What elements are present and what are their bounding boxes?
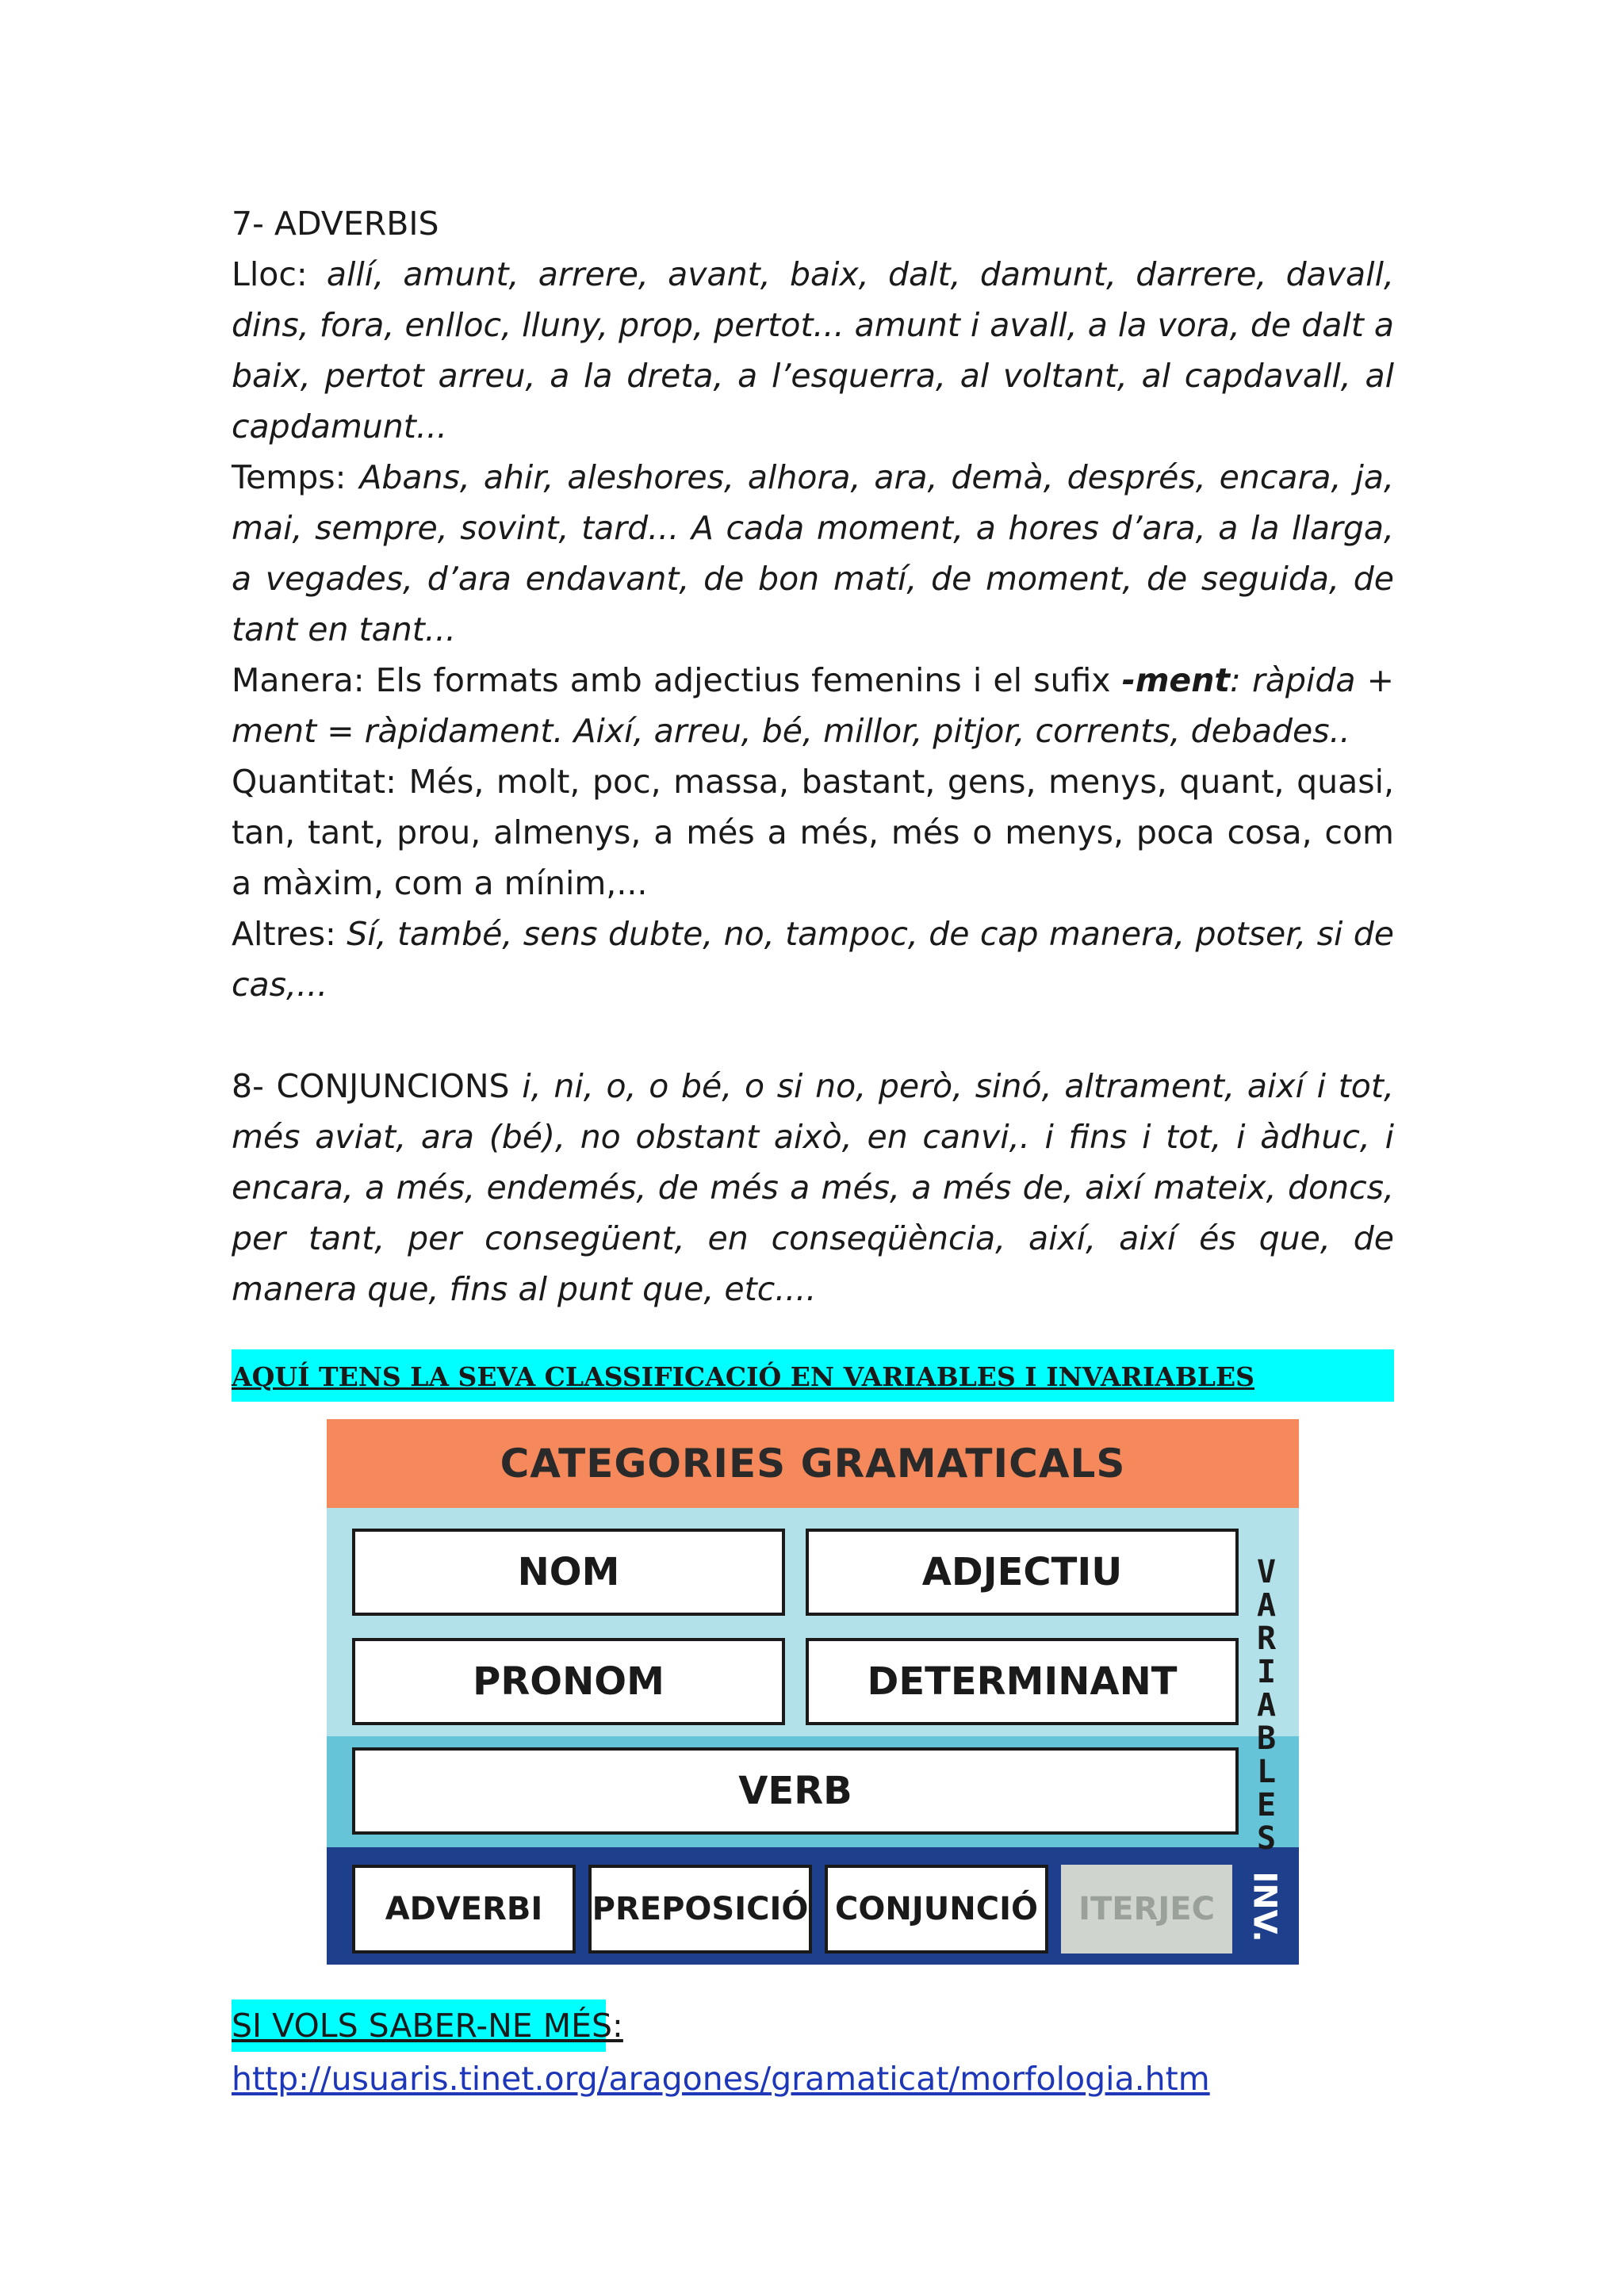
variables-letter: E	[1256, 1787, 1277, 1823]
variables-letter: R	[1256, 1621, 1277, 1657]
document-body	[232, 198, 1394, 1314]
diagram-title: CATEGORIES GRAMATICALS	[327, 1419, 1299, 1508]
category-conjuncio: CONJUNCIÓ	[825, 1865, 1048, 1954]
label-lloc: Lloc:	[232, 255, 308, 293]
text-manera-bold: adjectius femenins	[653, 661, 962, 699]
text-altres: Sí, també, sens dubte, no, tampoc, de cap manera, potser, si de cas,...	[232, 915, 1394, 1004]
label-quantitat: Quantitat:	[232, 763, 396, 801]
section-heading-conjuncions: 8- CONJUNCIONS	[232, 1067, 510, 1105]
category-pronom: PRONOM	[352, 1638, 785, 1725]
variables-letter: A	[1256, 1587, 1277, 1624]
invariables-label	[1237, 1871, 1293, 1942]
morfologia-link[interactable]: http://usuaris.tinet.org/aragones/gramaticat/morfologia.htm	[232, 2060, 1210, 2098]
text-quantitat: Més, molt, poc, massa, bastant, gens, menys, quant, quasi, tan, tant, prou, almenys, a més a més, més o menys, poca cosa, com a màxim, com a mínim,...	[232, 763, 1394, 902]
paragraph-lloc	[232, 249, 1394, 452]
text-conjuncions: i, ni, o, o bé, o si no, però, sinó, altrament, així i tot, més aviat, ara (bé), no obstant això, en canvi,. i fins i tot, i àdhuc, i encara, a més, endemés, de més a més, a més de, així mateix, doncs, per tant, per consegüent, en conseqüència, així, així és que, de manera que, fins al punt que, etc....	[232, 1067, 1395, 1308]
variables-letter: A	[1256, 1687, 1277, 1724]
spacer	[232, 1010, 1394, 1061]
text-temps: Abans, ahir, aleshores, alhora, ara, demà, després, encara, ja, mai, sempre, sovint, tard... A cada moment, a hores d’ara, a la llarga, a vegades, d’ara endavant, de bon matí, de moment, de seguida, de tant en tant...	[232, 458, 1394, 649]
category-adverbi: ADVERBI	[352, 1865, 576, 1954]
categories-diagram	[327, 1419, 1299, 1965]
category-nom: NOM	[352, 1529, 785, 1616]
paragraph-quantitat	[232, 756, 1394, 909]
category-determinant: DETERMINANT	[806, 1638, 1239, 1725]
text-manera-suffix: -ment	[1121, 661, 1231, 699]
category-preposicio: PREPOSICIÓ	[588, 1865, 812, 1954]
paragraph-manera	[232, 655, 1394, 756]
paragraph-conjuncions	[232, 1061, 1394, 1314]
variables-letter: B	[1256, 1720, 1277, 1757]
label-altres: Altres:	[232, 915, 336, 953]
variables-letter: S	[1256, 1820, 1277, 1857]
variables-vertical-label	[1239, 1556, 1294, 1855]
label-temps: Temps:	[232, 458, 347, 496]
text-manera-3: : ràpida + ment = ràpidament. Així, arreu, bé, millor, pitjor, corrents, debades..	[232, 661, 1394, 750]
paragraph-temps	[232, 452, 1394, 655]
category-adjectiu: ADJECTIU	[806, 1529, 1239, 1616]
paragraph-altres	[232, 909, 1394, 1010]
text-manera-2: i el sufix	[961, 661, 1122, 699]
category-verb: VERB	[352, 1747, 1239, 1835]
more-info-label: SI VOLS SABER-NE MÉS:	[232, 1999, 606, 2052]
classification-heading: AQUÍ TENS LA SEVA CLASSIFICACIÓ EN VARIABLES I INVARIABLES	[232, 1349, 1394, 1402]
text-manera-1: : Els formats amb	[353, 661, 653, 699]
category-iterjec: ITERJEC	[1061, 1865, 1232, 1954]
variables-letter: I	[1256, 1654, 1277, 1690]
variables-letter: V	[1256, 1554, 1277, 1590]
invariables-label-text: INV.	[1247, 1871, 1284, 1942]
label-manera: Manera	[232, 661, 354, 699]
section-heading-adverbis: 7- ADVERBIS	[232, 205, 439, 243]
variables-letter: L	[1256, 1754, 1277, 1790]
text-lloc: allí, amunt, arrere, avant, baix, dalt, damunt, darrere, davall, dins, fora, enlloc, lluny, prop, pertot... amunt i avall, a la vora, de dalt a baix, pertot arreu, a la dreta, a l’esquerra, al voltant, al capdavall, al capdamunt...	[232, 255, 1394, 446]
